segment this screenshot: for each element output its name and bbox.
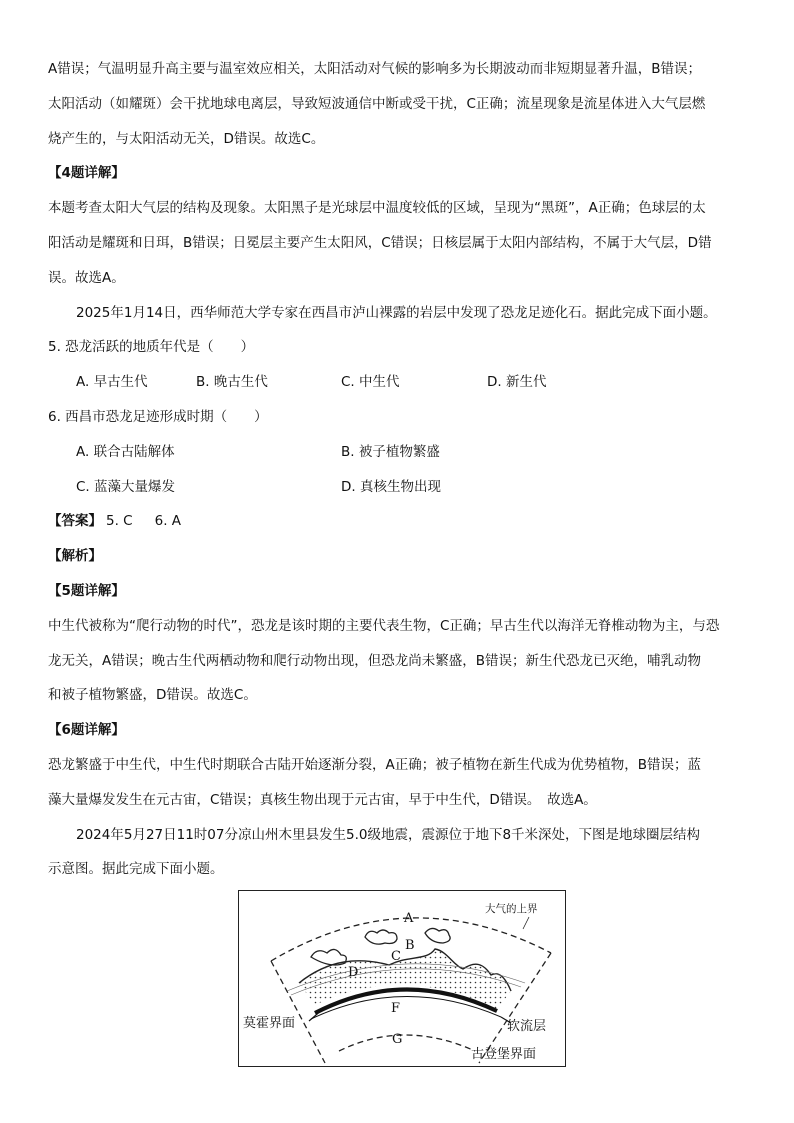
- answer-5: 5. C: [106, 513, 133, 530]
- question-intro: 2024年5月27日11时07分凉山州木里县发生5.0级地震，震源位于地下8千米深处，下图是地球圈层结构: [76, 826, 701, 843]
- crust-region: [299, 949, 511, 1009]
- text-line: A错误；气温明显升高主要与温室效应相关，太阳活动对气候的影响多为长期波动而非短期显著升温，B错误；: [48, 61, 701, 77]
- answer-line: [48, 504, 748, 539]
- option-a: A. 联合古陆解体: [76, 443, 175, 460]
- text-line: 示意图。据此完成下面小题。: [48, 861, 224, 878]
- text-line: 本题考查太阳大气层的结构及现象。太阳黑子是光球层中温度较低的区域，呈现为“黑斑”，A正确；色球层的太: [48, 200, 706, 217]
- text-line: 恐龙繁盛于中生代，中生代时期联合古陆开始逐渐分裂，A正确；被子植物在新生代成为优势植物，B错误；蓝: [48, 756, 701, 773]
- text-line: 和被子植物繁盛，D错误。故选C。: [48, 687, 257, 704]
- label-g: G: [392, 1032, 403, 1047]
- text-line: 藻大量爆发发生在元古宙，C错误；真核生物出现于元古宙，早于中生代，D错误。 故选A。: [48, 791, 597, 808]
- option-d: D. 新生代: [487, 374, 547, 391]
- option-c: C. 蓝藻大量爆发: [76, 478, 176, 495]
- text-line: 误。故选A。: [48, 269, 125, 286]
- question-5-stem: 5. 恐龙活跃的地质年代是（ ）: [48, 339, 255, 356]
- text-line: 阳活动是耀斑和日珥，B错误；日冕层主要产生太阳风，C错误；日核层属于太阳内部结构，不属于大气层，D错: [48, 234, 712, 251]
- gutenberg-boundary: [339, 1035, 475, 1051]
- question-intro: 2025年1月14日，西华师范大学专家在西昌市泸山裸露的岩层中发现了恐龙足迹化石。据此完成下面小题。: [76, 304, 717, 321]
- section-heading-5: 【5题详解】: [48, 582, 125, 599]
- label-moho: 莫霍界面: [243, 1016, 296, 1031]
- label-gutenberg: 古登堡界面: [471, 1047, 537, 1062]
- label-c: C: [391, 949, 401, 964]
- cloud: [425, 928, 450, 943]
- question-6-options-row2: [48, 470, 748, 505]
- text-line: 龙无关，A错误；晚古生代两栖动物和爬行动物出现，但恐龙尚未繁盛，B错误；新生代恐龙已灭绝，哺乳动物: [48, 652, 701, 669]
- analysis-heading: 【解析】: [48, 548, 102, 565]
- option-b: B. 晚古生代: [196, 374, 268, 391]
- answer-6: 6. A: [154, 513, 182, 530]
- text-line: 太阳活动（如耀斑）会干扰地球电离层，导致短波通信中断或受干扰，C正确；流星现象是流星体进入大气层燃: [48, 95, 706, 112]
- question-5-options: [48, 365, 748, 400]
- earth-sphere-diagram: [238, 890, 566, 1067]
- label-a: A: [404, 911, 414, 926]
- text-line: 烧产生的，与太阳活动无关，D错误。故选C。: [48, 130, 325, 147]
- question-6-stem: 6. 西昌市恐龙足迹形成时期（ ）: [48, 408, 268, 425]
- section-heading-6: 【6题详解】: [48, 722, 125, 739]
- question-6-options-row1: [48, 435, 748, 470]
- label-f: F: [391, 1001, 401, 1016]
- answer-label: 【答案】: [48, 513, 102, 530]
- section-heading-4: 【4题详解】: [48, 165, 125, 182]
- document-page: [48, 52, 748, 887]
- label-b: B: [405, 938, 415, 953]
- option-c: C. 中生代: [341, 374, 400, 391]
- cloud: [365, 930, 397, 944]
- option-a: A. 早古生代: [76, 374, 148, 391]
- label-d: D: [348, 965, 359, 980]
- option-d: D. 真核生物出现: [341, 478, 441, 495]
- label-asthenosphere: 软流层: [507, 1019, 547, 1034]
- label-atmosphere-top: 大气的上界: [485, 903, 538, 915]
- option-b: B. 被子植物繁盛: [341, 443, 440, 460]
- text-line: 中生代被称为“爬行动物的时代”，恐龙是该时期的主要代表生物，C正确；早古生代以海洋无脊椎动物为主，与恐: [48, 617, 720, 634]
- leader-line: [523, 917, 529, 929]
